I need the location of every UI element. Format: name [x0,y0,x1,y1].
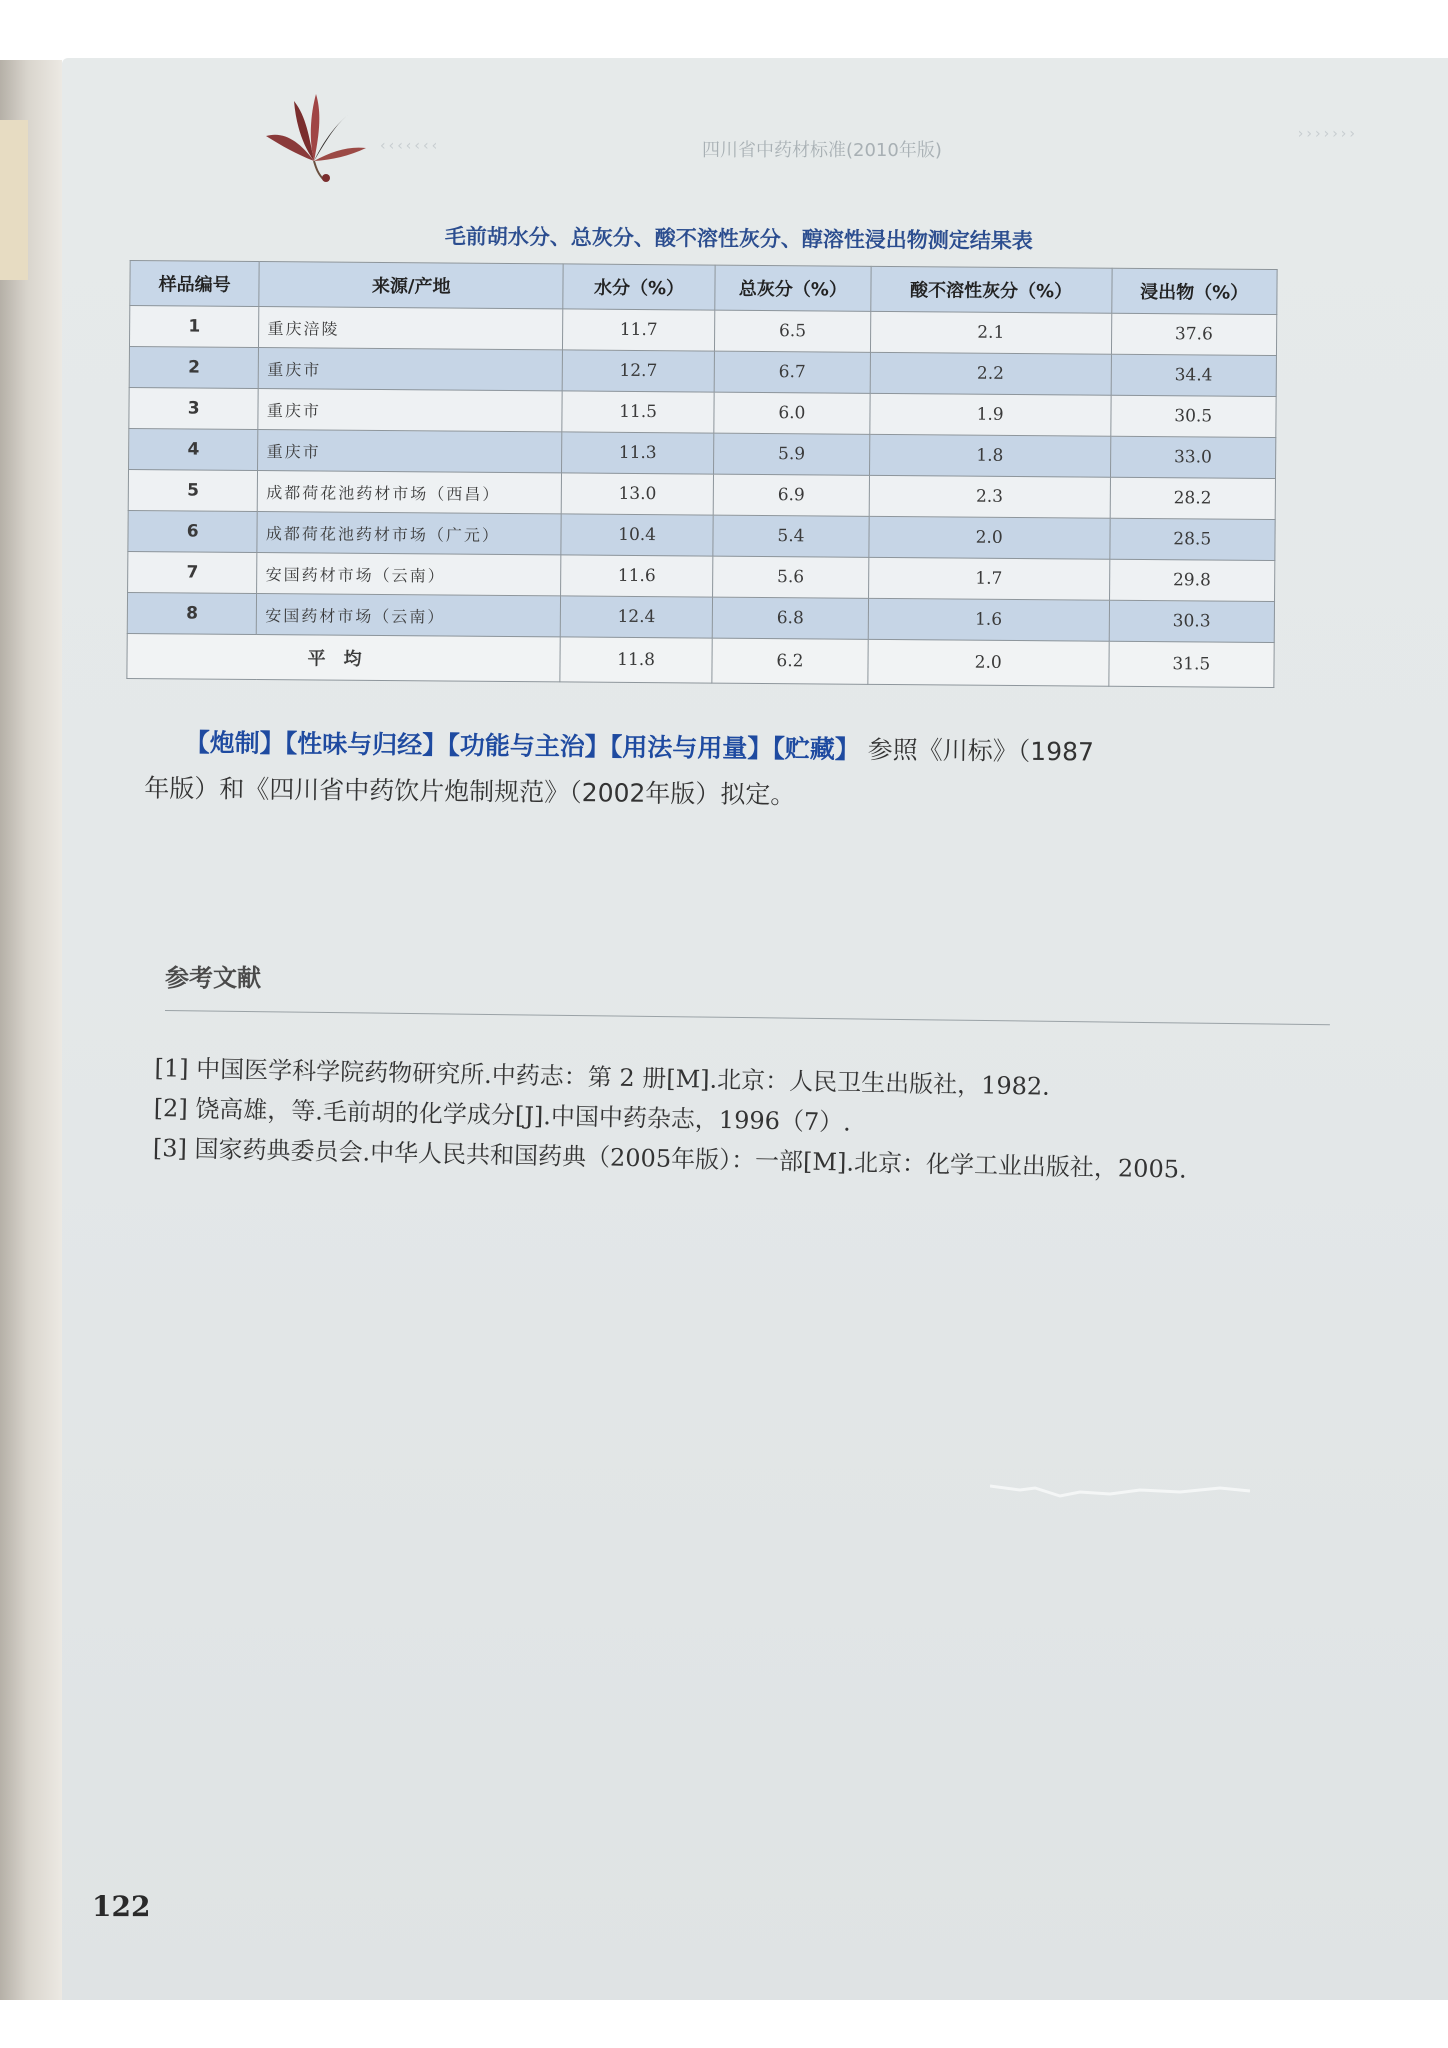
cell-source: 重庆市 [258,389,562,432]
cell-total-ash: 5.6 [713,556,869,598]
header-ornament-right: ››››››› [1297,126,1358,142]
column-header-extract: 浸出物（%） [1111,268,1277,314]
cell-acid-ash: 2.0 [869,516,1110,559]
cell-extract: 37.6 [1111,313,1277,355]
paragraph-text-2: 年版）和《四川省中药饮片炮制规范》（2002年版）拟定。 [144,773,796,810]
table-title: 毛前胡水分、总灰分、酸不溶性灰分、醇溶性浸出物测定结果表 [444,223,1033,254]
cell-acid-ash: 1.7 [868,557,1109,600]
page-scuff-mark [990,1482,1250,1502]
cell-extract: 29.8 [1109,559,1275,601]
cell-source: 成都荷花池药材市场（广元） [257,512,561,555]
reference-item: [2] 饶高雄，等.毛前胡的化学成分[J].中国中药杂志，1996（7）. [153,1093,852,1137]
cell-extract: 28.5 [1109,518,1275,560]
cell-total-ash: 5.4 [713,515,869,557]
cell-source: 重庆市 [259,348,563,391]
cell-water: 13.0 [561,473,713,515]
references-list [152,1048,1334,1193]
column-header-acid-ash: 酸不溶性灰分（%） [871,266,1112,313]
cell-id: 1 [129,306,259,348]
tag-storage: 【贮藏】 [772,734,860,765]
cell-average-acid-ash: 2.0 [868,639,1109,686]
leaf-logo-icon [254,86,374,186]
cell-extract: 34.4 [1111,354,1277,396]
header-ornament-left: ‹‹‹‹‹‹‹ [380,138,441,154]
cell-average-label: 平均 [127,633,560,681]
cell-id: 4 [129,428,259,470]
cell-total-ash: 6.9 [713,474,869,516]
cell-source: 重庆市 [258,430,562,473]
tag-properties: 【性味与归经】 [284,729,448,760]
tag-functions: 【功能与主治】 [447,730,610,762]
results-table [126,260,1277,688]
cell-extract: 28.2 [1110,477,1276,519]
column-header-total-ash: 总灰分（%） [715,265,871,311]
cell-acid-ash: 1.6 [868,598,1109,641]
tag-processing: 【炮制】 [184,727,285,759]
cell-total-ash: 6.8 [712,597,868,639]
spine-tab [0,120,28,280]
cell-water: 11.7 [563,309,715,351]
cell-average-total-ash: 6.2 [712,638,868,684]
cell-source: 重庆涪陵 [259,307,563,350]
cell-acid-ash: 2.3 [869,475,1110,518]
cell-total-ash: 6.0 [714,392,870,434]
cell-id: 6 [128,510,258,552]
tag-dosage: 【用法与用量】 [609,732,773,764]
cell-average-water: 11.8 [560,637,712,683]
column-header-source: 来源/产地 [259,262,563,309]
cell-source: 安国药材市场（云南） [257,553,561,596]
cell-water: 11.3 [562,432,714,474]
reference-item: [3] 国家药典委员会.中华人民共和国药典（2005年版）：一部[M].北京：化学工业出版社，2005. [152,1133,1187,1184]
cell-extract: 33.0 [1110,436,1276,478]
cell-id: 2 [129,346,259,388]
results-table-section [126,218,1278,688]
column-header-water: 水分（%） [563,264,715,310]
cell-acid-ash: 2.1 [870,311,1111,354]
table-average-row [127,633,1274,687]
processing-paragraph [144,720,1335,824]
cell-acid-ash: 1.9 [870,393,1111,436]
cell-water: 11.6 [561,555,713,597]
running-head: 四川省中药材标准(2010年版) [702,140,942,161]
cell-id: 8 [127,592,257,634]
page-number: 122 [92,1890,151,1923]
cell-acid-ash: 1.8 [869,434,1110,477]
cell-id: 5 [128,469,258,511]
cell-acid-ash: 2.2 [870,352,1111,395]
cell-id: 7 [128,551,258,593]
cell-id: 3 [129,387,259,429]
cell-water: 12.7 [562,350,714,392]
paragraph-text-1: 参照《川标》（1987 [867,735,1095,767]
cell-extract: 30.5 [1110,395,1276,437]
cell-average-extract: 31.5 [1108,641,1274,687]
cell-water: 11.5 [562,391,714,433]
book-spine [0,60,62,2000]
cell-total-ash: 5.9 [714,433,870,475]
cell-water: 12.4 [560,596,712,638]
cell-source: 安国药材市场（云南） [257,594,561,637]
column-header-id: 样品编号 [130,261,260,307]
cell-total-ash: 6.5 [715,310,871,352]
cell-source: 成都荷花池药材市场（西昌） [258,471,562,514]
cell-total-ash: 6.7 [714,351,870,393]
reference-item: [1] 中国医学科学院药物研究所.中药志：第 2 册[M].北京：人民卫生出版社，1982. [154,1053,1051,1101]
cell-water: 10.4 [561,514,713,556]
references-heading: 参考文献 [165,964,261,992]
cell-extract: 30.3 [1109,600,1275,642]
